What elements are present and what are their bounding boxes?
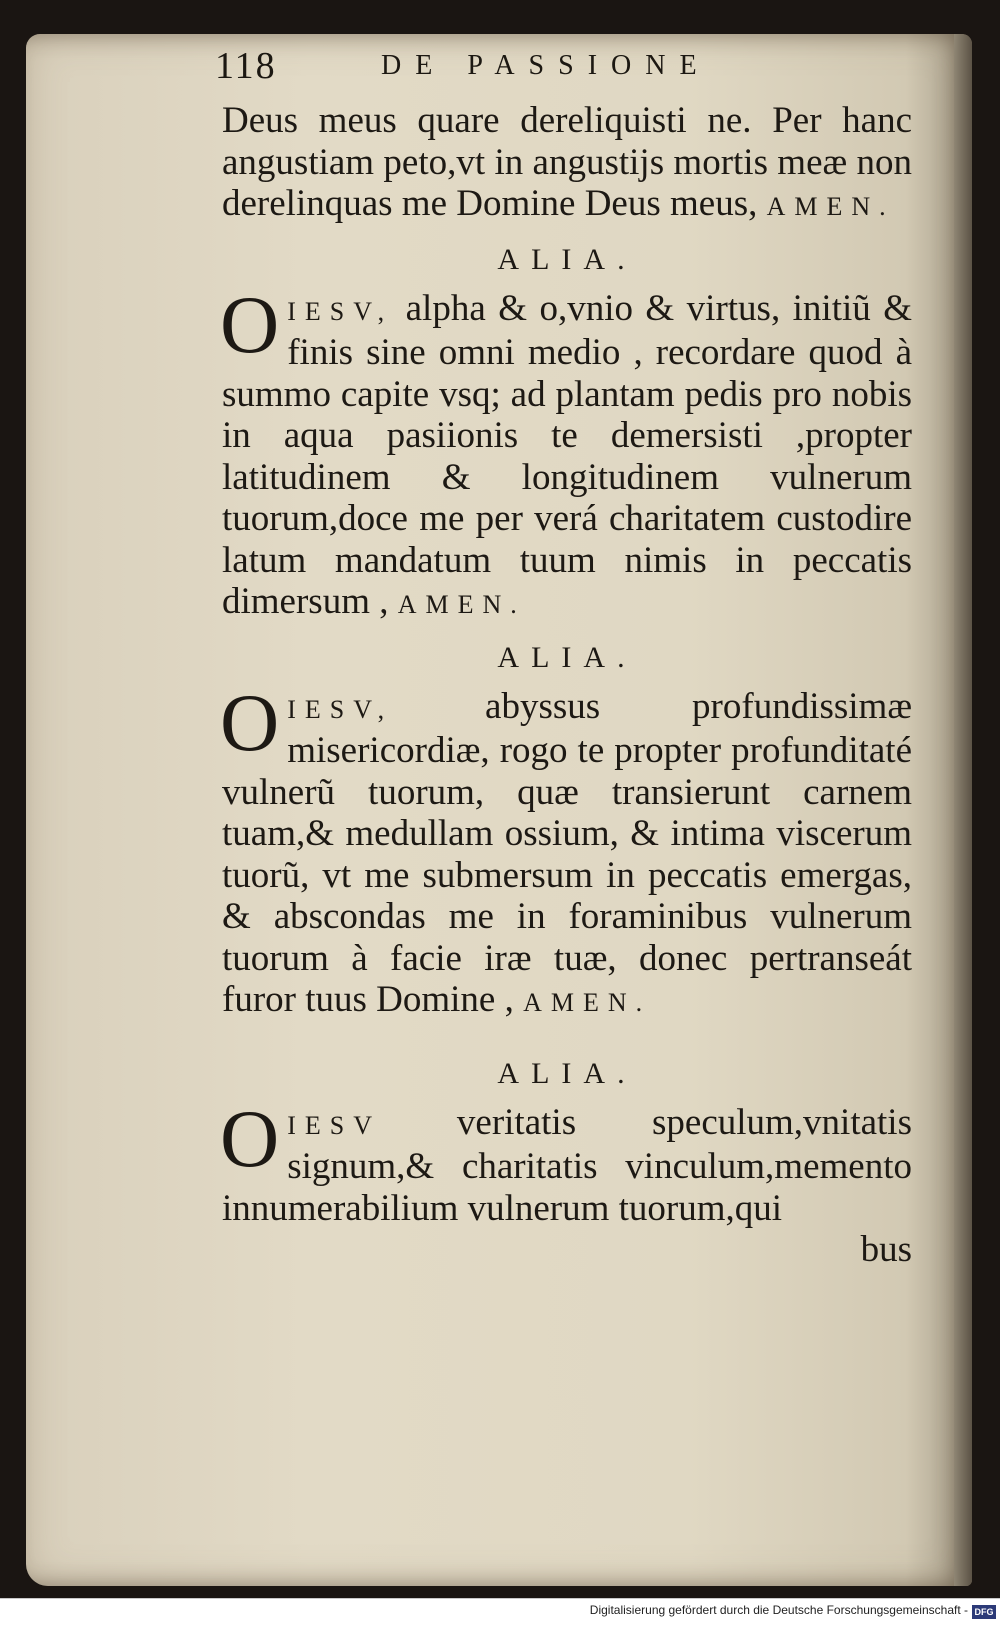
prayer-2-amen: AMEN. bbox=[523, 988, 652, 1017]
dfg-logo: DFG bbox=[972, 1605, 996, 1619]
drop-initial-3: O bbox=[220, 1092, 280, 1184]
prayer-heading-1: ALIA. bbox=[497, 242, 637, 276]
drop-initial-2: O bbox=[220, 676, 280, 768]
drop-initial-1: O bbox=[220, 278, 280, 370]
prayer-1-lead: IESV, bbox=[287, 296, 394, 326]
prayer-2-lead: IESV, bbox=[287, 694, 394, 724]
opening-line: Deus meus quare dereliquisti ne. bbox=[222, 100, 752, 141]
opening-paragraph bbox=[222, 100, 912, 228]
running-head-title: DE PASSIONE bbox=[381, 50, 711, 81]
prayer-3-lead: IESV bbox=[287, 1110, 381, 1140]
running-header bbox=[215, 44, 755, 94]
prayer-heading-3: ALIA. bbox=[497, 1056, 637, 1090]
page-number: 118 bbox=[215, 45, 277, 87]
prayer-1-amen: AMEN. bbox=[397, 590, 526, 619]
prayer-3 bbox=[220, 1092, 912, 1230]
page-text bbox=[222, 100, 912, 1271]
prayer-1-text: alpha & o,vnio & virtus, initiũ & finis sine omni medio , recordare quod à summo capite vsq; ad plantam pedis pro nobis in aqua pasiionis te demersisti ,propter latitudinem & longitudinem vulnerum tuorum,doce me per verá charitatem custodire latum mandatum tuum nimis in peccatis dimersum , bbox=[222, 287, 912, 622]
catchword: bus bbox=[860, 1229, 912, 1270]
opening-continuation: Per hanc angustiam peto,vt in angustijs mortis meæ non derelinquas me Domine Deus meus, bbox=[222, 100, 912, 224]
page-edge bbox=[954, 34, 972, 1586]
prayer-1 bbox=[220, 278, 912, 626]
prayer-2 bbox=[220, 676, 913, 1024]
prayer-2-text: abyssus profundissimæ misericordiæ, rogo te propter profunditaté vulnerũ tuorum, quæ transierunt carnem tuam,& medullam ossium, & intima viscerum tuorũ, vt me submersum in peccatis emergas, & abscondas me in foraminibus vulnerum tuorum à facie iræ tuæ, donec pertranseát furor tuus Domine , bbox=[222, 685, 913, 1020]
prayer-3-text: veritatis speculum,vnitatis signum,& charitatis vinculum,memento innumerabilium vulnerum tuorum,qui bbox=[222, 1101, 912, 1229]
footer-credit: Digitalisierung gefördert durch die Deutsche Forschungsgemeinschaft - bbox=[589, 1603, 968, 1617]
prayer-heading-2: ALIA. bbox=[497, 640, 637, 674]
digitization-footer bbox=[0, 1598, 1000, 1625]
opening-amen: AMEN. bbox=[766, 192, 895, 221]
